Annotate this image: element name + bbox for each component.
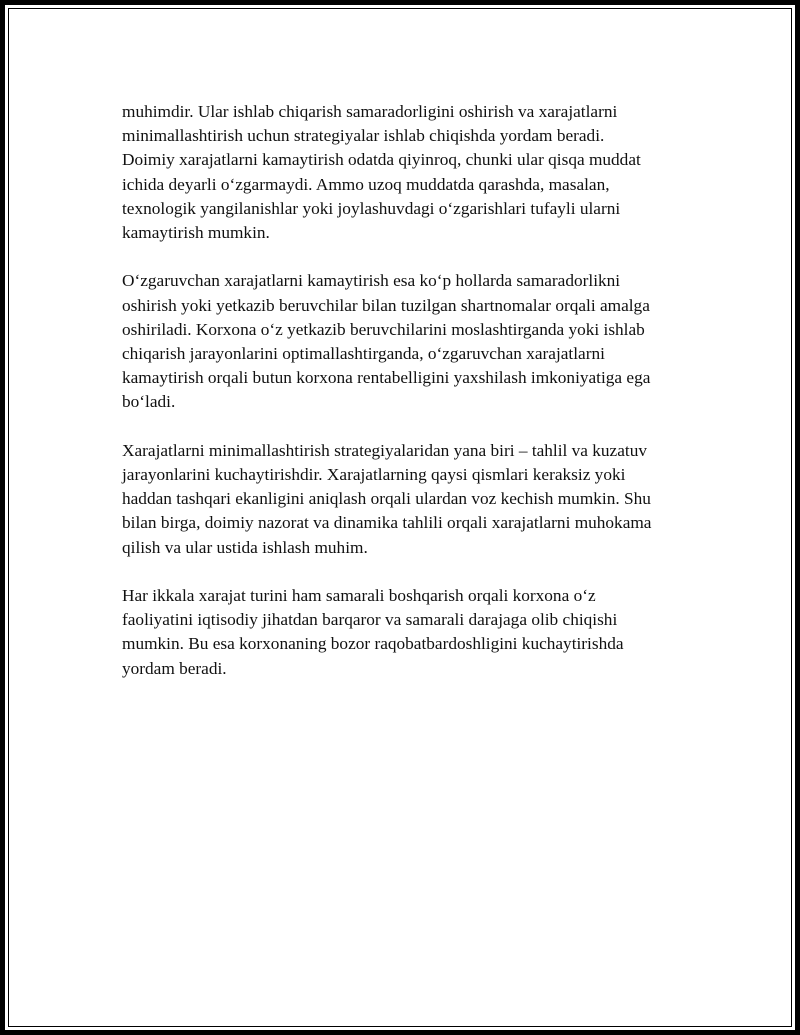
- document-body: [122, 100, 702, 705]
- paragraph-2: Oʻzgaruvchan xarajatlarni kamaytirish esa koʻp hollarda samaradorlikni oshirish yoki yetkazib beruvchilar bilan tuzilgan shartnomalar orqali amalga oshiriladi. Korxona oʻz yetkazib beruvchilarini moslashtirganda yoki ishlab chiqarish jarayonlarini optimallashtirganda, oʻzgaruvchan xarajatlarni kamaytirish orqali butun korxona rentabelligini yaxshilash imkoniyatiga ega boʻladi.: [122, 271, 651, 412]
- paragraph-1: muhimdir. Ular ishlab chiqarish samaradorligini oshirish va xarajatlarni minimallashtirish uchun strategiyalar ishlab chiqishda yordam beradi. Doimiy xarajatlarni kamaytirish odatda qiyinroq, chunki ular qisqa muddat ichida deyarli oʻzgarmaydi. Ammo uzoq muddatda qarashda, masalan, texnologik yangilanishlar yoki joylashuvdagi oʻzgarishlari tufayli ularni kamaytirish mumkin.: [122, 102, 641, 243]
- paragraph-4: Har ikkala xarajat turini ham samarali boshqarish orqali korxona oʻz faoliyatini iqtisodiy jihatdan barqaror va samarali darajaga olib chiqishi mumkin. Bu esa korxonaning bozor raqobatbardoshligini kuchaytirishda yordam beradi.: [122, 586, 624, 678]
- paragraph-3: Xarajatlarni minimallashtirish strategiyalaridan yana biri – tahlil va kuzatuv jarayonlarini kuchaytirishdir. Xarajatlarning qaysi qismlari keraksiz yoki haddan tashqari ekanligini aniqlash orqali ulardan voz kechish mumkin. Shu bilan birga, doimiy nazorat va dinamika tahlili orqali xarajatlarni muhokama qilish va ular ustida ishlash muhim.: [122, 440, 652, 557]
